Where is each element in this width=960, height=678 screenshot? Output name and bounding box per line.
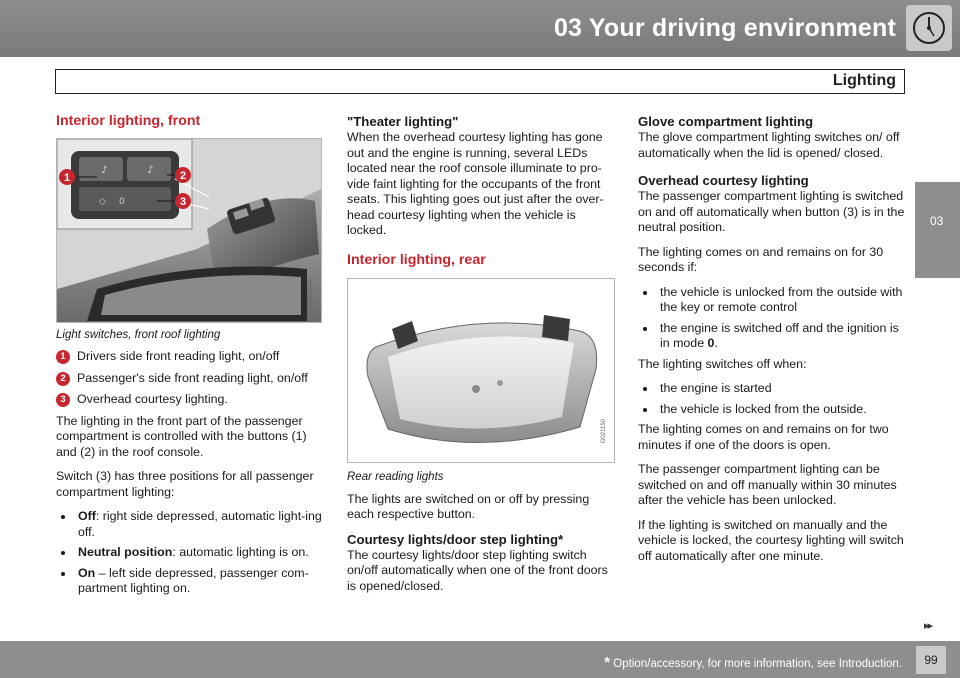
paragraph: When the overhead courtesy lighting has gone out and the engine is running, several LEDs located near the roof console illuminate to pro-vide faint lighting for the occupants of the front seats. This lighting goes out just after the over-head courtesy lighting when the vehicle is locked.	[347, 130, 604, 237]
bullet-text: the vehicle is locked from the outside.	[660, 401, 867, 416]
paragraph: The lighting in the front part of the passenger compartment is controlled with the buttons (1) and (2) in the roof console.	[56, 413, 307, 459]
svg-text:◇: ◇	[99, 196, 106, 207]
bullet-item	[638, 285, 908, 316]
bullet-text: : right side depressed, automatic light-ing off.	[78, 509, 322, 539]
bullet-text: : automatic lighting is on.	[172, 545, 309, 559]
rear-figure-caption: Rear reading lights	[347, 471, 444, 483]
paragraph: The lighting switches off when:	[638, 356, 807, 371]
svg-text:♪: ♪	[101, 164, 108, 176]
side-tab-label: 03	[930, 214, 944, 228]
paragraph: If the lighting is switched on manually and the vehicle is locked, the courtesy lighting will switch off automatically after one minute.	[638, 517, 904, 563]
number-badge: 1	[56, 350, 70, 364]
column-1	[56, 114, 322, 602]
callout-2-label: 2	[179, 169, 187, 182]
rear-lighting-heading: Interior lighting, rear	[347, 251, 486, 268]
bullet-item	[56, 509, 322, 540]
numbered-item	[56, 371, 322, 387]
bullet-text: the engine is switched off and the ignition is in mode	[660, 320, 899, 350]
bullet-tail: .	[714, 336, 718, 350]
section-bar	[55, 69, 905, 94]
paragraph: The glove compartment lighting switches on/ off automatically when the lid is opened/ closed.	[638, 130, 900, 160]
front-roof-lighting-figure	[56, 138, 322, 323]
page-number: 99	[916, 646, 946, 674]
theater-lighting-heading: "Theater lighting"	[347, 114, 459, 129]
paragraph: The passenger compartment lighting can be switched on and off manually within 30 minutes after the vehicle has been unlocked.	[638, 462, 897, 507]
section-title: Lighting	[832, 72, 896, 89]
paragraph: The courtesy lights/door step lighting switch on/off automatically when one of the front doors is opened/closed.	[347, 547, 608, 593]
number-badge: 2	[56, 372, 70, 386]
header-band	[0, 0, 960, 57]
paragraph: The lights are switched on or off by pressing each respective button.	[347, 491, 590, 521]
front-lighting-heading: Interior lighting, front	[56, 113, 201, 129]
column-2	[347, 114, 615, 603]
footer-band	[0, 641, 960, 678]
numbered-item-text: Drivers side front reading light, on/off	[77, 349, 280, 363]
bullet-text: the vehicle is unlocked from the outside with the key or remote control	[660, 284, 903, 314]
front-figure-caption: Light switches, front roof lighting	[56, 328, 221, 341]
next-page-arrows-icon[interactable]: ▸▸	[924, 620, 932, 632]
number-badge: 3	[56, 393, 70, 407]
numbered-item-text: Overhead courtesy lighting.	[77, 392, 228, 406]
figure-code: G021149	[307, 278, 314, 303]
svg-text:0: 0	[119, 196, 125, 207]
bullet-item	[56, 566, 322, 597]
paragraph: The lighting comes on and remains on for 30 seconds if:	[638, 244, 884, 274]
paragraph: Switch (3) has three positions for all passenger compartment lighting:	[56, 469, 314, 499]
chapter-side-tab[interactable]	[915, 182, 960, 278]
door-step-lighting-heading: Courtesy lights/door step lighting*	[347, 531, 564, 547]
paragraph: The passenger compartment lighting is switched on and off automatically when button (3) is in the neutral position.	[638, 189, 905, 234]
gauge-icon	[906, 5, 952, 51]
rear-reading-light-illustration	[348, 279, 614, 462]
bullet-item	[56, 545, 322, 561]
bullet-item	[638, 321, 908, 352]
numbered-item-text: Passenger's side front reading light, on/off	[77, 370, 308, 385]
callout-3-label: 3	[179, 195, 187, 208]
bullet-bold: Neutral position	[78, 545, 173, 559]
numbered-item	[56, 392, 322, 408]
bullet-bold: 0	[707, 336, 715, 350]
overhead-lighting-heading: Overhead courtesy lighting	[638, 173, 809, 188]
footnote-text: Option/accessory, for more information, see Introduction.	[613, 658, 902, 670]
bullet-text: the engine is started	[660, 381, 772, 395]
paragraph: The lighting comes on and remains on for two minutes if one of the doors is open.	[638, 422, 889, 452]
glove-lighting-heading: Glove compartment lighting	[638, 114, 814, 129]
bullet-bold: On	[78, 565, 96, 580]
footnote	[604, 654, 902, 671]
svg-text:♪: ♪	[147, 164, 154, 176]
numbered-item	[56, 349, 322, 365]
callout-1-label: 1	[63, 171, 71, 184]
front-roof-console-illustration	[57, 139, 321, 322]
bullet-item	[638, 381, 908, 397]
rear-reading-lights-figure	[347, 278, 615, 463]
bullet-bold: Off	[78, 509, 96, 523]
bullet-text: – left side depressed, passenger com-partment lighting on.	[78, 565, 309, 595]
footnote-star: *	[604, 654, 611, 671]
figure-code: G021150	[600, 419, 607, 444]
bullet-item	[638, 402, 908, 418]
column-3	[638, 114, 908, 573]
chapter-title: 03 Your driving environment	[553, 14, 896, 42]
